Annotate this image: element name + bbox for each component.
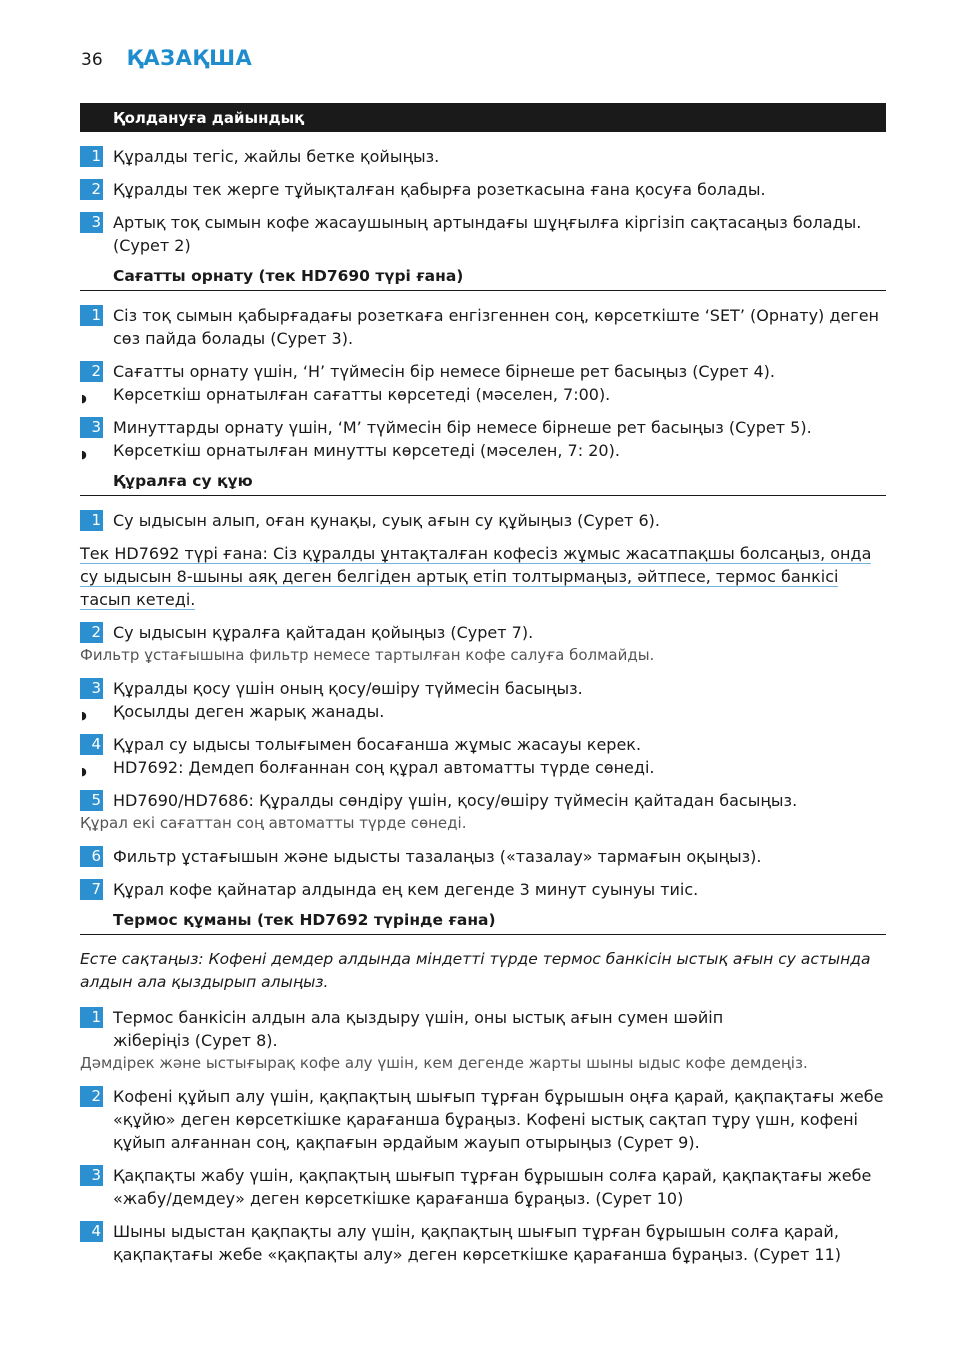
step-number: 4 [80, 1221, 103, 1242]
step-item [80, 1006, 886, 1052]
bullet-text: HD7692: Демдеп болғаннан соң құрал автоматты түрде сөнеді. [113, 758, 655, 777]
step-text: Құрал кофе қайнатар алдында ең кем дегенде 3 минут суынуы тиіс. [113, 880, 699, 899]
step-text: Су ыдысын алып, оған қунақы, суық ағын су құйыңыз (Сурет 6). [113, 511, 660, 530]
step-number: 3 [80, 417, 103, 438]
step-number: 1 [80, 1007, 103, 1028]
step-text: Минуттарды орнату үшін, ‘M’ түймесін бір немесе бірнеше рет басыңыз (Сурет 5). [113, 418, 812, 437]
note-line: су ыдысын 8-шыны аяқ деген белгіден артық етіп толтырмаңыз, әйтпесе, термос банкісі [80, 567, 839, 586]
bullet-text: Көрсеткіш орнатылған минутты көрсетеді (мәселен, 7: 20). [113, 441, 620, 460]
step-number: 3 [80, 1165, 103, 1186]
step-number: 5 [80, 790, 103, 811]
step-item [80, 1164, 886, 1210]
result-bullet [80, 700, 886, 723]
bullet-icon: ◗ [81, 709, 87, 722]
result-bullet [80, 383, 886, 406]
section-heading-preparation: Қолдануға дайындық [80, 103, 886, 132]
important-note: Есте сақтаңыз: Кофені демдер алдында міндетті түрде термос банкісін ыстық ағын су астында алдын ала қыздырып алыңыз. [80, 950, 871, 991]
step-item [80, 621, 886, 644]
step-text: Құралды қосу үшін оның қосу/өшіру түймесін басыңыз. [113, 679, 583, 698]
step-item [80, 789, 886, 812]
bullet-icon: ◗ [81, 392, 87, 405]
page-header [81, 46, 252, 76]
step-number: 1 [80, 510, 103, 531]
step-number: 7 [80, 879, 103, 900]
step-text: Құралды тек жерге тұйықталған қабырға розеткасына ғана қосуға болады. [113, 180, 766, 199]
step-text: Сағатты орнату үшін, ‘H’ түймесін бір немесе бірнеше рет басыңыз (Сурет 4). [113, 362, 775, 381]
step-text: Шыны ыдыстан қақпақты алу үшін, қақпақтың шығып тұрған бұрышын солға қарай, қақпақтағы жебе «қақпақты алу» деген көрсеткішке қарағанша бұраңыз. (Сурет 11) [113, 1222, 842, 1264]
step-item [80, 178, 886, 201]
step-text: Артық тоқ сымын кофе жасаушының артындағы шұңғылға кіргізіп сақтасаңыз болады. (Сурет 2) [113, 213, 862, 255]
step-note: Фильтр ұстағышына фильтр немесе тартылған кофе салуға болмайды. [80, 646, 655, 664]
language-title: ҚАЗАҚША [126, 46, 253, 70]
step-item [80, 360, 886, 383]
step-number: 2 [80, 361, 103, 382]
bullet-text: Қосылды деген жарық жанады. [113, 702, 385, 721]
step-text: Құрал су ыдысы толығымен босағанша жұмыс жасауы керек. [113, 735, 642, 754]
step-text: HD7690/HD7686: Құралды сөндіру үшін, қосу/өшіру түймесін қайтадан басыңыз. [113, 791, 798, 810]
result-bullet [80, 439, 886, 462]
step-item [80, 1220, 886, 1266]
step-note: Құрал екі сағаттан соң автоматты түрде сөнеді. [80, 814, 467, 832]
step-number: 2 [80, 1086, 103, 1107]
page-number: 36 [81, 50, 103, 70]
section-heading-water: Құралға су құю [80, 472, 886, 496]
step-text: Қақпақты жабу үшін, қақпақтың шығып тұрған бұрышын солға қарай, қақпақтағы жебе «жабу/демдеу» деген көрсеткішке қарағанша бұраңыз. (Сурет 10) [113, 1166, 872, 1208]
step-number: 2 [80, 179, 103, 200]
step-item [80, 304, 886, 350]
step-number: 1 [80, 146, 103, 167]
step-number: 3 [80, 678, 103, 699]
step-number: 3 [80, 212, 103, 233]
section-heading-clock: Сағатты орнату (тек HD7690 түрі ғана) [80, 267, 886, 291]
bullet-icon: ◗ [81, 765, 87, 778]
bullet-icon: ◗ [81, 448, 87, 461]
step-item [80, 878, 886, 901]
step-number: 4 [80, 734, 103, 755]
section-heading-thermos: Термос құманы (тек HD7692 түрінде ғана) [80, 911, 886, 935]
step-item [80, 733, 886, 756]
step-text: Құралды тегіс, жайлы бетке қойыңыз. [113, 147, 440, 166]
step-item [80, 845, 886, 868]
content [80, 103, 886, 1276]
step-text: Фильтр ұстағышын және ыдысты тазалаңыз («тазалау» тармағын оқыңыз). [113, 847, 762, 866]
step-number: 1 [80, 305, 103, 326]
step-note: Дәмдірек және ыстығырақ кофе алу үшін, кем дегенде жарты шыны ыдыс кофе демдеңіз. [80, 1054, 808, 1072]
step-item [80, 211, 886, 257]
step-item [80, 509, 886, 532]
result-bullet [80, 756, 886, 779]
step-text: Кофені құйып алу үшін, қақпақтың шығып тұрған бұрышын оңға қарай, қақпақтағы жебе «құйю» деген көрсеткішке қарағанша бұраңыз. Кофені ыстық сақтап тұру үшн, кофені құйып алғаннан соң, қақпағын әрдайым жауып отырыңыз (Сурет 9). [113, 1087, 884, 1152]
step-text: Термос банкісін алдын ала қыздыру үшін, оны ыстық ағын сумен шәйіп жіберіңіз (Сурет 8). [113, 1008, 724, 1050]
note-line: тасып кетеді. [80, 590, 196, 609]
step-item [80, 416, 886, 439]
step-text: Сіз тоқ сымын қабырғадағы розеткаға енгізгеннен соң, көрсеткіште ‘SET’ (Орнату) деген сөз пайда болады (Сурет 3). [113, 306, 879, 348]
step-number: 6 [80, 846, 103, 867]
hd7692-note-paragraph [80, 542, 886, 611]
step-text: Су ыдысын құралға қайтадан қойыңыз (Сурет 7). [113, 623, 534, 642]
step-item [80, 677, 886, 700]
step-number: 2 [80, 622, 103, 643]
step-item [80, 145, 886, 168]
bullet-text: Көрсеткіш орнатылған сағатты көрсетеді (мәселен, 7:00). [113, 385, 611, 404]
step-item [80, 1085, 886, 1154]
note-line: Тек HD7692 түрі ғана: Сіз құралды ұнтақталған кофесіз жұмыс жасатпақшы болсаңыз, онда [80, 544, 872, 563]
